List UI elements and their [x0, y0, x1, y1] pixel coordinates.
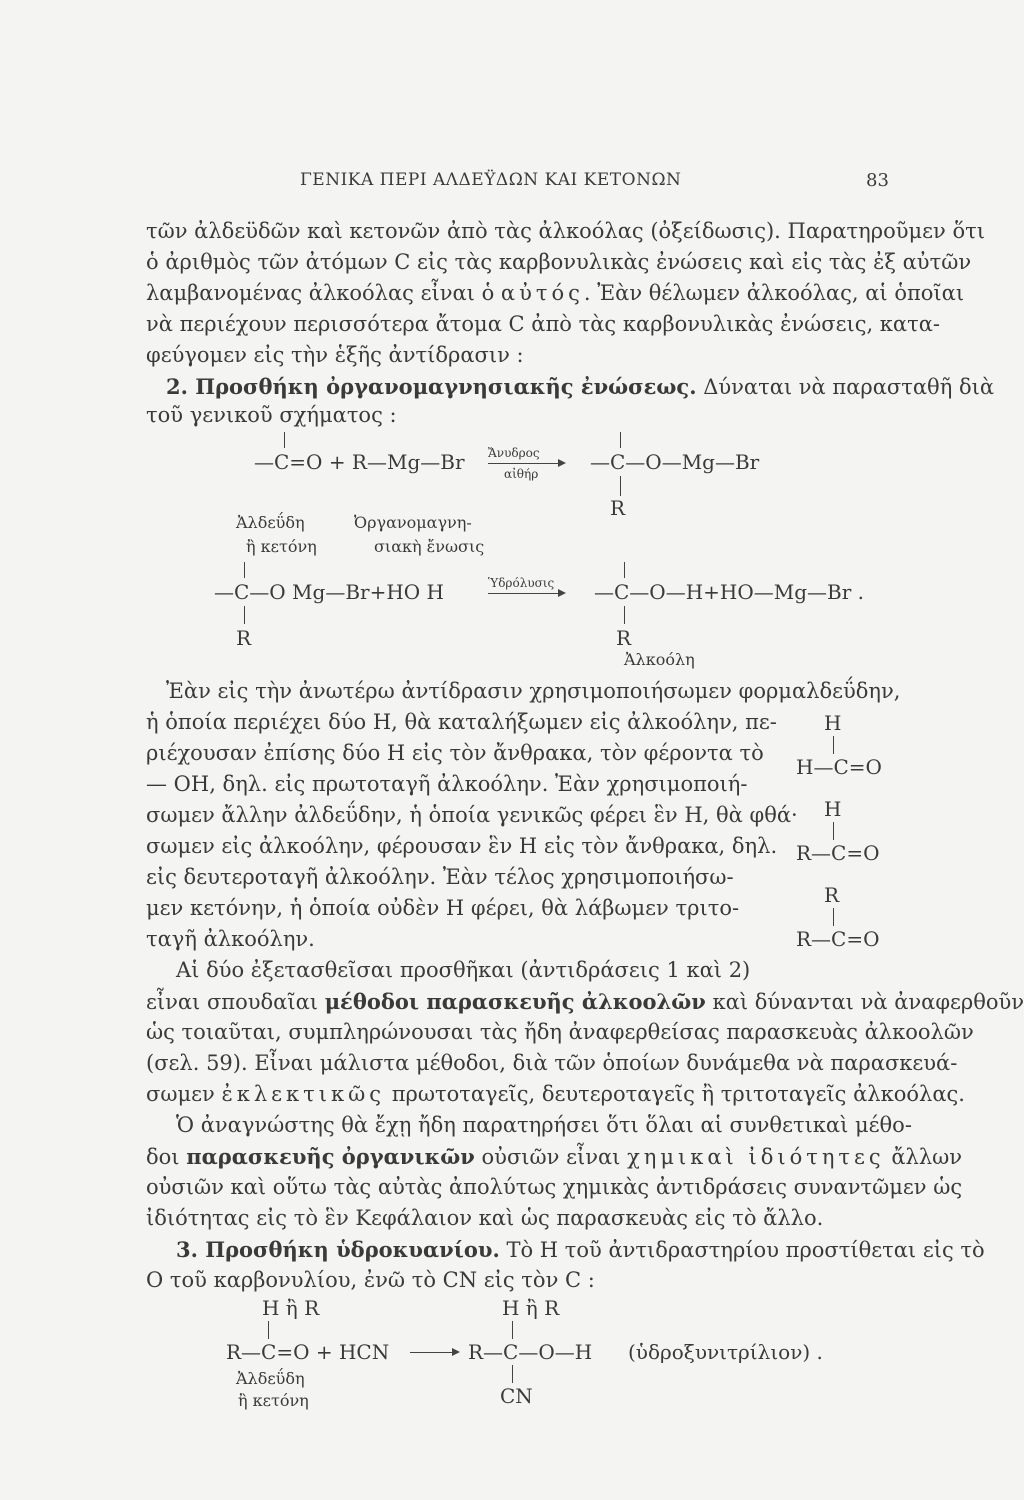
para-a-line-3: ριέχουσαν ἐπίσης δύο H εἰς τὸν ἄνθρακα, τὸν φέροντα τὸ	[146, 741, 764, 765]
bond-line	[244, 606, 245, 624]
reaction-arrow	[410, 1352, 458, 1353]
para-c-text: ἄλλων	[891, 1145, 963, 1169]
para-b-bold: μέθοδοι παρασκευῆς ἀλκοολῶν	[324, 989, 706, 1014]
label-compound: σιακὴ ἔνωσις	[374, 537, 485, 556]
formula-2-main: R—C=O	[796, 841, 880, 865]
para-b-text: εἶναι σπουδαῖαι	[146, 990, 318, 1014]
reaction-2-r-right: R	[616, 626, 632, 650]
reaction-2-above-arrow: Ὑδρόλυσις	[488, 576, 555, 590]
formula-1-main: H—C=O	[796, 755, 882, 779]
formula-3-main: R—C=O	[796, 927, 880, 951]
reaction-3-top-left: H ἢ R	[262, 1296, 320, 1320]
intro-line-5: φεύγομεν εἰς τὴν ἑξῆς ἀντίδρασιν :	[146, 343, 524, 367]
reaction-1-below-arrow: αἰθήρ	[504, 467, 539, 481]
para-a-line-8: μεν κετόνην, ἡ ὁποία οὐδὲν H φέρει, θὰ λάβωμεν τριτο-	[146, 896, 740, 920]
header-title: ΓΕΝΙΚΑ ΠΕΡΙ ΑΛΔΕΫΔΩΝ ΚΑΙ ΚΕΤΟΝΩΝ	[300, 170, 682, 190]
bond-line	[268, 1321, 269, 1339]
bond-line	[620, 476, 621, 496]
label-aldehyde: Ἀλδεΰδη	[236, 513, 305, 532]
reaction-3-product-name: (ὑδροξυνιτρίλιον) .	[628, 1340, 823, 1364]
section-2-line-2: τοῦ γενικοῦ σχήματος :	[146, 403, 397, 427]
para-c-line-1: Ὁ ἀναγνώστης θὰ ἔχῃ ἤδη παρατηρήσει ὅτι ὅλαι αἱ συνθετικαὶ μέθο-	[176, 1113, 912, 1137]
bond-line	[833, 736, 834, 754]
para-b-line-5	[146, 1079, 965, 1110]
reaction-1-r: R	[610, 496, 626, 520]
section-2-text: Δύναται νὰ παρασταθῆ διὰ	[703, 375, 995, 399]
bond-line	[284, 432, 285, 448]
reaction-3-cn: CN	[500, 1384, 533, 1408]
reaction-2-r-left: R	[236, 626, 252, 650]
bond-line	[512, 1365, 513, 1383]
para-a-line-6: σωμεν εἰς ἀλκοόλην, φέρουσαν ἓν H εἰς τὸν ἄνθρακα, δηλ.	[146, 834, 778, 858]
para-a-line-5: σωμεν ἄλλην ἀλδεΰδην, ἡ ὁποία γενικῶς φέρει ἓν H, θὰ φθά·	[146, 803, 798, 827]
reaction-1-left: —C=O + R—Mg—Br	[254, 450, 465, 474]
reaction-arrow	[488, 593, 564, 594]
reaction-2-right: —C—O—H+HO—Mg—Br .	[594, 580, 864, 604]
label-ketone: ἢ κετόνη	[238, 1391, 309, 1410]
page-number: 83	[866, 170, 889, 191]
para-a-line-7: εἰς δευτεροταγῆ ἀλκοόλην. Ἐὰν τέλος χρησιμοποιήσω-	[146, 865, 734, 889]
para-c-line-3: οὐσιῶν καὶ οὕτω τὰς αὐτὰς ἀπολύτως χημικὰς ἀντιδράσεις συναντῶμεν ὡς	[146, 1175, 963, 1199]
bond-line	[624, 562, 625, 578]
section-2-line	[166, 371, 994, 403]
para-b-text: πρωτοταγεῖς, δευτεροταγεῖς ἢ τριτοταγεῖς ἀλκοόλας.	[391, 1082, 965, 1106]
para-c-line-4: ἰδιότητας εἰς τὸ ἓν Κεφάλαιον καὶ ὡς παρασκευὰς εἰς τὸ ἄλλο.	[146, 1206, 824, 1230]
intro-text: . Ἐὰν θέλωμεν ἀλκοόλας, αἱ ὁποῖαι	[583, 281, 965, 305]
intro-emphasis: αὐτός	[500, 281, 584, 305]
bond-line	[620, 432, 621, 448]
bond-line	[624, 606, 625, 624]
label-ketone: ἢ κετόνη	[246, 537, 317, 556]
reaction-2-left: —C—O Mg—Br+HO H	[214, 580, 444, 604]
para-a-line-1: Ἐὰν εἰς τὴν ἀνωτέρω ἀντίδρασιν χρησιμοποιήσωμεν φορμαλδεΰδην,	[166, 679, 901, 703]
para-c-text: οὐσιῶν εἶναι	[481, 1145, 621, 1169]
bond-line	[244, 562, 245, 578]
intro-line-1: τῶν ἀλδεϋδῶν καὶ κετονῶν ἀπὸ τὰς ἀλκοόλας (ὀξείδωσις). Παρατηροῦμεν ὅτι	[146, 219, 985, 243]
para-c-text: δοι	[146, 1145, 180, 1169]
formula-2-top: H	[824, 797, 842, 821]
intro-text: λαμβανομένας ἀλκοόλας εἶναι ὁ	[146, 281, 495, 305]
para-c-emphasis: χημικαὶ ἰδιότητες	[627, 1145, 885, 1169]
para-b-text: καὶ δύνανται νὰ ἀναφερθοῦν	[712, 990, 1024, 1014]
intro-line-3	[146, 278, 964, 309]
para-b-emphasis: ἐκλεκτικῶς	[221, 1082, 386, 1106]
para-b-line-1: Αἱ δύο ἐξετασθεῖσαι προσθῆκαι (ἀντιδράσεις 1 καὶ 2)	[176, 958, 751, 982]
label-aldehyde: Ἀλδεΰδη	[236, 1369, 305, 1388]
reaction-3-top-right: H ἢ R	[502, 1296, 560, 1320]
para-c-bold: παρασκευῆς ὀργανικῶν	[186, 1144, 475, 1169]
label-alcohol: Ἀλκοόλη	[624, 650, 695, 669]
reaction-1-above-arrow: Ἄνυδρος	[488, 446, 540, 460]
bond-line	[833, 822, 834, 840]
para-b-text: σωμεν	[146, 1082, 215, 1106]
formula-1-top: H	[824, 711, 842, 735]
bond-line	[833, 908, 834, 926]
para-a-line-4: — OH, δηλ. εἰς πρωτοταγῆ ἀλκοόλην. Ἐὰν χρησιμοποιή-	[146, 772, 748, 796]
intro-line-4: νὰ περιέχουν περισσότερα ἄτομα C ἀπὸ τὰς καρβονυλικὰς ἐνώσεις, κατα-	[146, 312, 941, 336]
bond-line	[512, 1321, 513, 1339]
para-a-line-2: ἡ ὁποία περιέχει δύο H, θὰ καταλήξωμεν εἰς ἀλκοόλην, πε-	[146, 710, 777, 734]
reaction-arrow	[488, 463, 564, 464]
section-3-text: Τὸ H τοῦ ἀντιδραστηρίου προστίθεται εἰς τὸ	[506, 1238, 985, 1262]
formula-3-top: R	[824, 883, 840, 907]
reaction-1-right: —C—O—Mg—Br	[590, 450, 760, 474]
para-a-line-9: ταγῆ ἀλκοόλην.	[146, 927, 315, 951]
para-b-line-3: ὡς τοιαῦται, συμπληρώνουσαι τὰς ἤδη ἀναφερθείσας παρασκευὰς ἀλκοολῶν	[146, 1020, 974, 1044]
label-organomagnesium: Ὀργανομαγνη-	[354, 513, 472, 532]
para-b-line-4: (σελ. 59). Εἶναι μάλιστα μέθοδοι, διὰ τῶν ὁποίων δυνάμεθα νὰ παρασκευά-	[146, 1051, 958, 1075]
para-c-line-2	[146, 1141, 962, 1173]
section-3-line	[176, 1234, 985, 1266]
reaction-3-left: R—C=O + HCN	[226, 1340, 390, 1364]
intro-line-2: ὁ ἀριθμὸς τῶν ἀτόμων C εἰς τὰς καρβονυλικὰς ἐνώσεις καὶ εἰς τὰς ἐξ αὐτῶν	[146, 250, 972, 274]
para-b-line-2	[146, 986, 1024, 1018]
section-2-heading: 2. Προσθήκη ὀργανομαγνησιακῆς ἐνώσεως.	[166, 374, 697, 399]
section-3-line-2: O τοῦ καρβονυλίου, ἐνῶ τὸ CN εἰς τὸν C :	[146, 1268, 595, 1292]
reaction-3-right: R—C—O—H	[468, 1340, 593, 1364]
section-3-heading: 3. Προσθήκη ὑδροκυανίου.	[176, 1237, 500, 1262]
